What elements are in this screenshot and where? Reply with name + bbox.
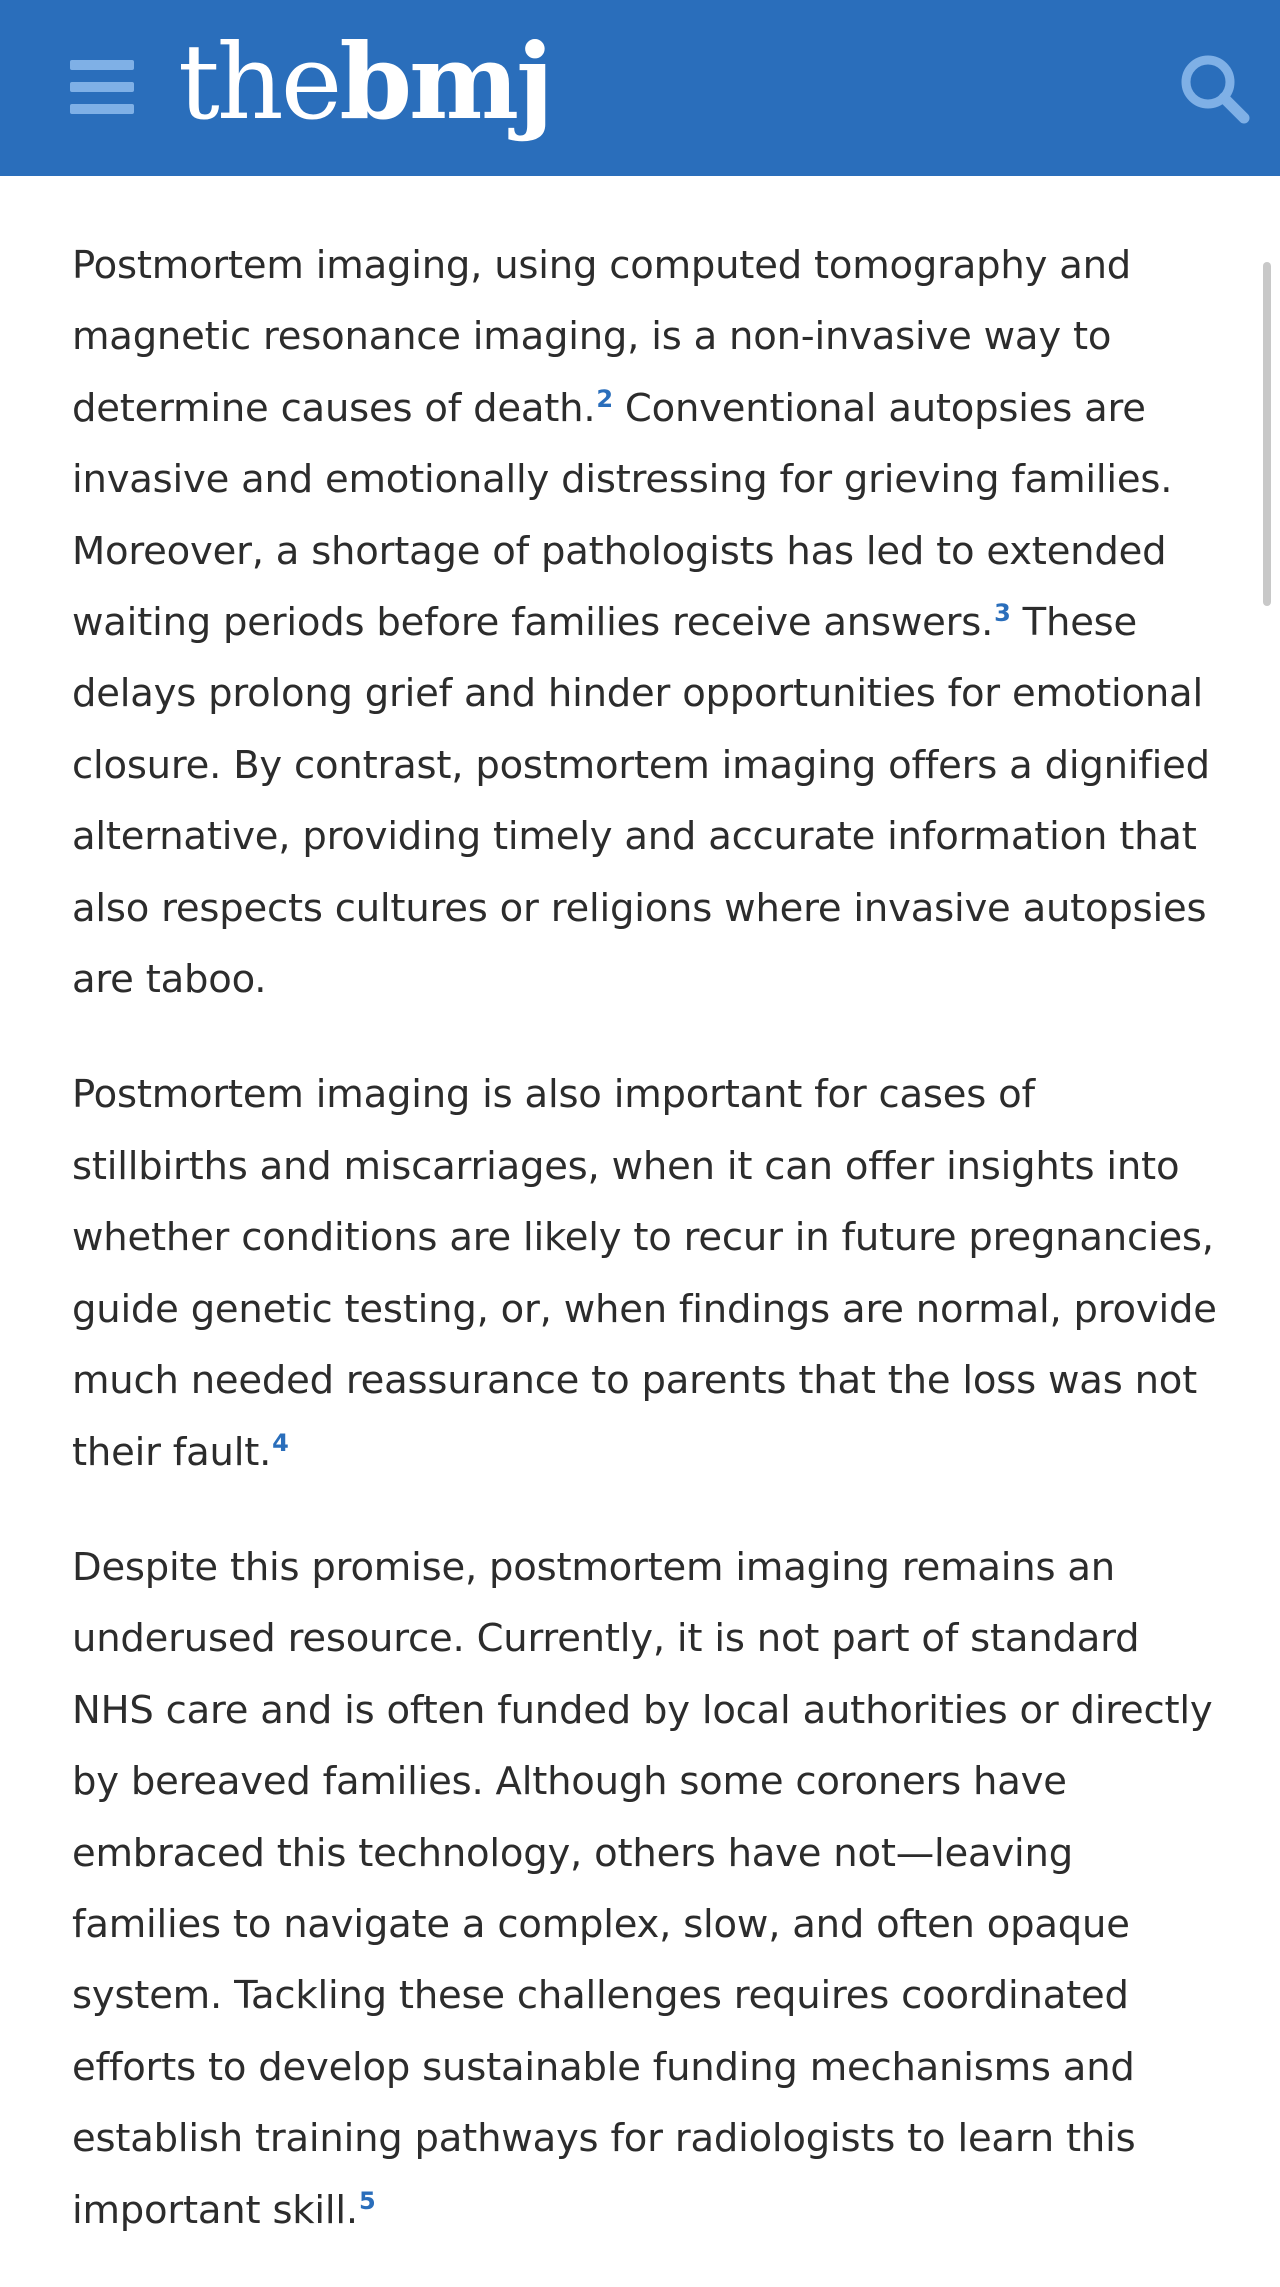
article-paragraph	[72, 230, 1222, 1015]
paragraph-text: Postmortem imaging, using computed tomography and magnetic resonance imaging, is a non-invasive way to determine causes of death.	[72, 243, 1132, 431]
menu-bar-bottom	[70, 104, 134, 114]
search-icon-graphic	[1178, 52, 1252, 126]
menu-bar-top	[70, 60, 134, 70]
scrollbar[interactable]	[1263, 262, 1271, 606]
logo-text-bold: bmj	[339, 20, 551, 143]
article-paragraph	[72, 1059, 1222, 1487]
reference-link[interactable]: 2	[596, 384, 613, 413]
article-paragraph	[72, 1532, 1222, 2246]
site-header	[0, 0, 1280, 176]
menu-bar-middle	[70, 82, 134, 92]
paragraph-text: Despite this promise, postmortem imaging remains an underused resource. Currently, it is not part of standard NHS care and is often funded by local authorities or directly by bereaved families. Although some coroners have embraced this technology, others have not—leaving families to navigate a complex, slow, and often opaque system. Tackling these challenges requires coordinated efforts to develop sustainable funding mechanisms and establish training pathways for radiologists to learn this important skill.	[72, 1544, 1213, 2233]
paragraph-text: Postmortem imaging is also important for cases of stillbirths and miscarriages, when it can offer insights into whether conditions are likely to recur in future pregnancies, guide genetic testing, or, when findings are normal, provide much needed reassurance to parents that the loss was not their fault.	[72, 1072, 1217, 1475]
hamburger-menu-icon[interactable]	[66, 56, 138, 118]
bmj-logo[interactable]	[178, 22, 551, 142]
search-icon[interactable]	[1178, 52, 1252, 126]
paragraph-text: These delays prolong grief and hinder opportunities for emotional closure. By contrast, postmortem imaging offers a dignified alternative, providing timely and accurate information that also respects cultures or religions where invasive autopsies are taboo.	[72, 600, 1210, 1003]
reference-link[interactable]: 4	[272, 1428, 289, 1457]
reference-link[interactable]: 5	[358, 2186, 376, 2215]
article-body	[72, 230, 1222, 2287]
logo-text-light: the	[178, 21, 340, 143]
reference-link[interactable]: 3	[994, 599, 1011, 628]
paragraph-text: Conventional autopsies are invasive and emotionally distressing for grieving families. Moreover, a shortage of pathologists has led to extended waiting periods before families receive answers.	[72, 385, 1173, 646]
